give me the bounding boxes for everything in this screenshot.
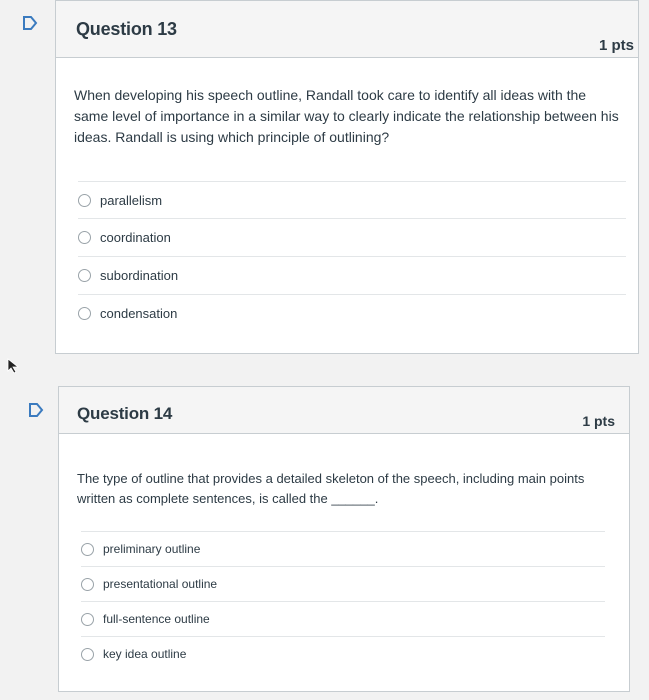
question-13-card bbox=[55, 0, 639, 354]
answer-option[interactable] bbox=[81, 601, 605, 636]
answer-option[interactable] bbox=[78, 181, 626, 218]
answer-option[interactable] bbox=[78, 256, 626, 294]
answer-option[interactable] bbox=[78, 294, 626, 332]
answer-label: presentational outline bbox=[103, 577, 218, 591]
question-14-text: The type of outline that provides a detailed skeleton of the speech, including main points written as complete sentences, is called the ______. bbox=[77, 471, 585, 506]
radio-button[interactable] bbox=[78, 231, 91, 244]
mouse-cursor-icon bbox=[7, 358, 21, 374]
question-14-title: Question 14 bbox=[77, 404, 173, 423]
radio-button[interactable] bbox=[81, 578, 94, 591]
flag-question-14-icon[interactable] bbox=[28, 402, 44, 418]
question-13-header bbox=[56, 1, 638, 58]
answer-label: condensation bbox=[100, 306, 178, 321]
radio-button[interactable] bbox=[78, 307, 91, 320]
question-14-header bbox=[59, 387, 629, 434]
question-14-card bbox=[58, 386, 630, 692]
answer-option[interactable] bbox=[81, 566, 605, 601]
question-13-title: Question 13 bbox=[76, 19, 177, 39]
answer-option[interactable] bbox=[81, 636, 605, 671]
question-13-answers bbox=[78, 181, 626, 332]
answer-option[interactable] bbox=[81, 531, 605, 566]
answer-label: subordination bbox=[100, 268, 179, 283]
question-14-points: 1 pts bbox=[582, 413, 615, 429]
answer-label: coordination bbox=[100, 230, 171, 245]
radio-button[interactable] bbox=[81, 613, 94, 626]
radio-button[interactable] bbox=[78, 269, 91, 282]
question-14-answers bbox=[81, 531, 605, 671]
answer-label: parallelism bbox=[100, 192, 163, 208]
answer-option[interactable] bbox=[78, 218, 626, 256]
answer-label: key idea outline bbox=[103, 647, 187, 661]
radio-button[interactable] bbox=[78, 194, 91, 207]
radio-button[interactable] bbox=[81, 648, 94, 661]
radio-button[interactable] bbox=[81, 543, 94, 556]
answer-label: preliminary outline bbox=[103, 542, 201, 556]
flag-question-13-icon[interactable] bbox=[22, 15, 38, 31]
answer-label: full-sentence outline bbox=[103, 612, 210, 626]
question-13-points: 1 pts bbox=[598, 37, 634, 54]
question-13-text: When developing his speech outline, Randall took care to identify all ideas with the same level of importance in a similar way to clearly indicate the relationship between his ideas. Randall is using which principle of outlining? bbox=[74, 87, 619, 145]
